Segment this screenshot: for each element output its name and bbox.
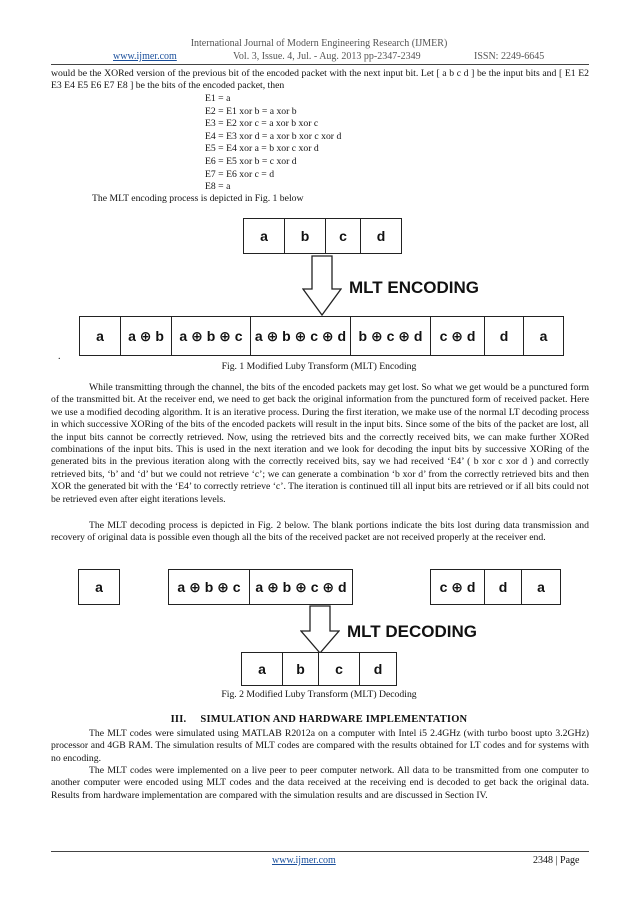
header-issn: ISSN: 2249-6645 bbox=[474, 51, 545, 62]
header-url-link[interactable]: www.ijmer.com bbox=[113, 51, 177, 62]
fig2-output-box: d bbox=[359, 652, 397, 686]
equation-list bbox=[205, 93, 341, 194]
fig2-received-box: a bbox=[78, 569, 120, 605]
fig1-output-box: b ⊕ c ⊕ d bbox=[350, 316, 431, 356]
footer-url-link[interactable]: www.ijmer.com bbox=[272, 855, 336, 866]
section-heading: III. SIMULATION AND HARDWARE IMPLEMENTATION bbox=[170, 714, 468, 725]
journal-title: International Journal of Modern Engineering Research (IJMER) bbox=[190, 38, 448, 49]
intro-paragraph: would be the XORed version of the previous bit of the encoded packet with the next input bit. Let [ a b c d ] be the input bits and [ E1 E2 E3 E4 E5 E6 E7 E8 ] be the bits of the encoded packet, then bbox=[51, 68, 589, 92]
header-volume: Vol. 3, Issue. 4, Jul. - Aug. 2013 pp-2347-2349 bbox=[233, 51, 421, 62]
fig1-caption: Fig. 1 Modified Luby Transform (MLT) Encoding bbox=[221, 361, 417, 372]
fig2-received-box: a ⊕ b ⊕ c ⊕ d bbox=[249, 569, 353, 605]
fig1-input-box: c bbox=[325, 218, 361, 254]
stray-dot: . bbox=[58, 351, 61, 362]
page-number: 2348 | Page bbox=[533, 855, 580, 866]
fig1-input-box: a bbox=[243, 218, 285, 254]
fig2-received-box: a bbox=[521, 569, 561, 605]
equation: E2 = E1 xor b = a xor b bbox=[205, 105, 297, 117]
equation: E1 = a bbox=[205, 93, 231, 104]
fig1-output-box: c ⊕ d bbox=[430, 316, 485, 356]
fig2-down-arrow-icon bbox=[300, 605, 340, 655]
equation: E3 = E2 xor c = a xor b xor c bbox=[205, 118, 319, 130]
fig1-input-box: d bbox=[360, 218, 402, 254]
equation: E4 = E3 xor d = a xor b xor c xor d bbox=[205, 130, 342, 142]
fig1-output-box: a ⊕ b ⊕ c ⊕ d bbox=[250, 316, 351, 356]
body-paragraph: The MLT decoding process is depicted in Fig. 2 below. The blank portions indicate the bits lost during data transmission and recovery of original data is possible even though all the bits of the received packet are not received properly at the receiver end. bbox=[51, 520, 589, 544]
body-paragraph: While transmitting through the channel, the bits of the encoded packets may get lost. So what we get would be a punctured form of the transmitted bit. At the receiver end, we need to get back the original information from the punctured form of received packet. Here we use a modified decoding algorithm. It is an iterative process. During the first iteration, we make use of the normal LT decoding process in which successive XORing of the bits of the encoded packets will result in the input bits. Since some of the bits of the packet are lost, all the input bits cannot be correctly retrieved. Now, using the retrieved bits and the correctly received bits, we can make further XORed combinations of the input bits. This is used in the next iteration and we look for decoding the input bits by successive XORing of the generated bits in the previous iteration along with the correctly received bits, say we had received ‘E4’ ( b xor c xor d ) and correctly retrieved bits, ‘b’ and ‘d’ but we could not retrieve ‘c’; we can generate a combination ‘b xor d’ from the correctly retrieved bits and then XOR the generated bit with the ‘E4’ to correctly retrieve ‘c’. The iteration is continued till all input bits are retrieved or if all bits could not be retrieved even after eight iterations levels. bbox=[51, 382, 589, 505]
fig2-output-box: a bbox=[241, 652, 283, 686]
body-paragraph: The MLT codes were simulated using MATLAB R2012a on a computer with Intel i5 2.4GHz (with turbo boost upto 3.2GHz) processor and 4GB RAM. The simulation results of MLT codes are compared with the results obtained for LT codes and for systems with no encoding. bbox=[51, 728, 589, 764]
fig1-output-box: d bbox=[484, 316, 524, 356]
fig1-output-box: a ⊕ b bbox=[120, 316, 172, 356]
equation: E7 = E6 xor c = d bbox=[205, 168, 275, 180]
fig1-output-box: a bbox=[79, 316, 121, 356]
fig2-received-box: a ⊕ b ⊕ c bbox=[168, 569, 250, 605]
fig2-output-box: c bbox=[318, 652, 360, 686]
equation: E6 = E5 xor b = c xor d bbox=[205, 155, 297, 167]
fig1-output-box: a bbox=[523, 316, 564, 356]
footer-rule bbox=[51, 851, 589, 852]
header-rule bbox=[51, 64, 589, 65]
fig1-output-box: a ⊕ b ⊕ c bbox=[171, 316, 251, 356]
equation: E5 = E4 xor a = b xor c xor d bbox=[205, 143, 319, 155]
fig2-output-box: b bbox=[282, 652, 319, 686]
fig2-received-box: d bbox=[484, 569, 522, 605]
equation: E8 = a bbox=[205, 181, 231, 193]
fig1-intro: The MLT encoding process is depicted in Fig. 1 below bbox=[92, 193, 304, 204]
fig1-down-arrow-icon bbox=[302, 255, 342, 317]
fig2-mlt-decoding-label: MLT DECODING bbox=[347, 622, 478, 641]
fig1-mlt-encoding-label: MLT ENCODING bbox=[349, 278, 480, 297]
fig1-input-box: b bbox=[284, 218, 326, 254]
fig2-received-box: c ⊕ d bbox=[430, 569, 485, 605]
fig2-caption: Fig. 2 Modified Luby Transform (MLT) Decoding bbox=[221, 689, 417, 700]
body-paragraph: The MLT codes were implemented on a live peer to peer computer network. All data to be transmitted from one computer to another computer were encoded using MLT codes and the data received at the receiving end is decoded to get back the original data. Results from hardware implementation are compared with the simulation results and are discussed in Section IV. bbox=[51, 765, 589, 801]
